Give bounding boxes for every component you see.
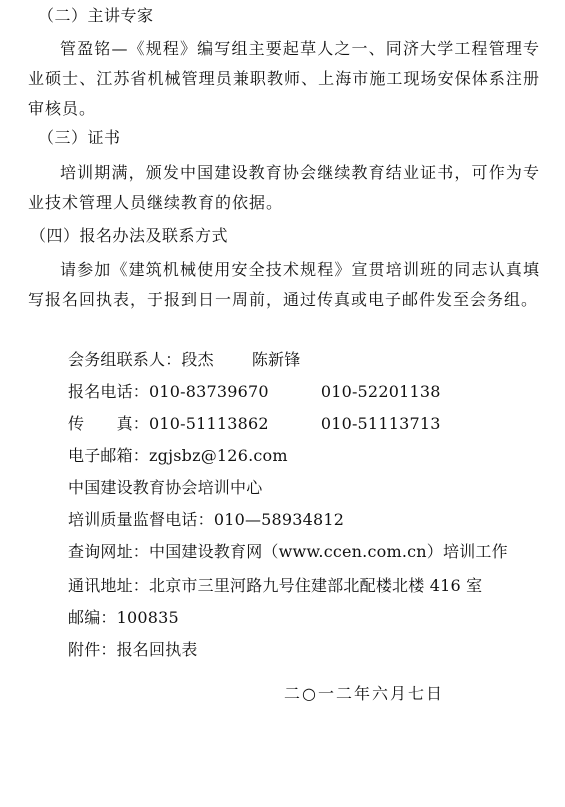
- fax-label: 传 真：: [68, 414, 150, 433]
- supervision-label: 培训质量监督电话：: [68, 510, 214, 529]
- section-body-certificate: 培训期满，颁发中国建设教育协会继续教育结业证书，可作为专业技术管理人员继续教育的依据。: [28, 163, 540, 212]
- contact-persons-row: [68, 350, 300, 370]
- document-date: 二○一二年六月七日: [284, 684, 444, 703]
- fax-number: 010-51113862: [149, 414, 269, 433]
- website-text: 中国建设教育网（www.ccen.com.cn）培训工作: [149, 542, 508, 561]
- website-label: 查询网址：: [68, 542, 150, 561]
- postcode-label: 邮编：: [68, 608, 117, 627]
- attachment-label: 附件：: [68, 640, 117, 659]
- email-label: 电子邮箱：: [68, 446, 150, 465]
- address-label: 通讯地址：: [68, 576, 150, 595]
- phone-number: 010-83739670: [149, 382, 269, 401]
- phone-row: [68, 382, 441, 402]
- supervision-row: [68, 510, 344, 530]
- address-text: 北京市三里河路九号住建部北配楼北楼 416 室: [149, 576, 483, 595]
- section-body-experts: 管盈铭—《规程》编写组主要起草人之一、同济大学工程管理专业硕士、江苏省机械管理员兼职教师、上海市施工现场安保体系注册审核员。: [28, 39, 540, 118]
- postcode-row: [68, 608, 179, 628]
- attachment-text: 报名回执表: [116, 640, 198, 659]
- contact-label: 会务组联系人：: [68, 350, 182, 369]
- section-heading-experts: （二）主讲专家: [38, 6, 154, 25]
- fax-row: [68, 414, 441, 434]
- contact-person: 段杰: [181, 350, 214, 369]
- attachment-row: [68, 640, 198, 660]
- supervision-phone: 010—58934812: [213, 510, 345, 529]
- fax-number: 010-51113713: [320, 414, 441, 433]
- email-row: [68, 446, 288, 466]
- organization-name: 中国建设教育协会培训中心: [68, 478, 263, 497]
- contact-person: 陈新锋: [251, 350, 301, 369]
- phone-number: 010-52201138: [320, 382, 441, 401]
- section-heading-certificate: （三）证书: [38, 128, 121, 147]
- email-address: zgjsbz@126.com: [149, 446, 288, 465]
- website-row: [68, 542, 508, 562]
- section-heading-registration: （四）报名办法及联系方式: [30, 226, 229, 245]
- address-row: [68, 576, 482, 596]
- phone-label: 报名电话：: [68, 382, 150, 401]
- section-body-registration: 请参加《建筑机械使用安全技术规程》宣贯培训班的同志认真填写报名回执表，于报到日一周前，通过传真或电子邮件发至会务组。: [28, 260, 540, 309]
- postcode-text: 100835: [116, 608, 179, 627]
